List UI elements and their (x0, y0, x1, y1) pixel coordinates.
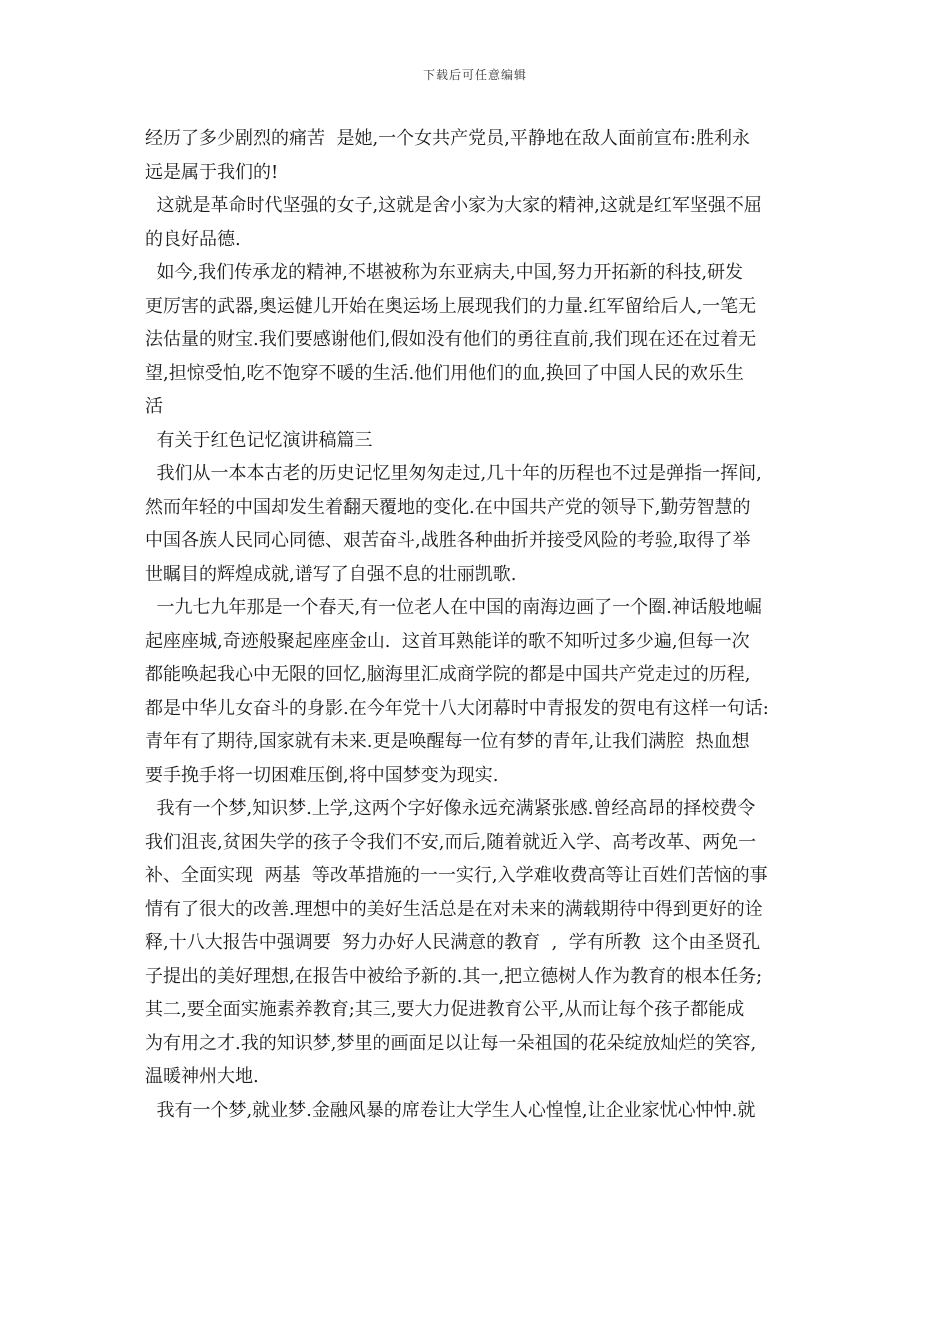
text-line: 世瞩目的辉煌成就,谱写了自强不息的壮丽凯歌. (145, 563, 517, 585)
text-line: 要手挽手将一切困难压倒,将中国梦变为现实. (145, 764, 499, 786)
text-line: 我们从一本本古老的历史记忆里匆匆走过,几十年的历程也不过是弹指一挥间, (145, 463, 762, 484)
text-line: 起座座城,奇迹般聚起座座金山. 这首耳熟能详的歌不知听过多少遍,但每一次 (145, 630, 750, 652)
page-header: 下载后可任意编辑 (422, 68, 527, 82)
text-line: 然而年轻的中国却发生着翻天覆地的变化.在中国共产党的领导下,勤劳智慧的 (145, 496, 751, 518)
text-line: 我有一个梦,知识梦.上学,这两个字好像永远充满紧张感.曾经高昂的择校费令 (145, 798, 756, 819)
text-line: 子提出的美好理想,在报告中被给予新的.其一,把立德树人作为教育的根本任务; (145, 965, 763, 987)
text-line: 如今,我们传承龙的精神,不堪被称为东亚病夫,中国,努力开拓新的科技,研发 (145, 262, 744, 283)
text-line: 这就是革命时代坚强的女子,这就是舍小家为大家的精神,这就是红军坚强不屈 (145, 195, 762, 216)
text-line: 法估量的财宝.我们要感谢他们,假如没有他们的勇往直前,我们现在还在过着无 (145, 329, 757, 350)
text-line: 其二,要全面实施素养教育;其三,要大力促进教育公平,从而让每个孩子都能成 (145, 999, 745, 1020)
text-line: 温暖神州大地. (145, 1066, 259, 1087)
document-body (145, 122, 815, 1127)
text-line: 为有用之才.我的知识梦,梦里的画面足以让每一朵祖国的花朵绽放灿烂的笑容, (145, 1032, 757, 1054)
text-line: 都能唤起我心中无限的回忆,脑海里汇成商学院的都是中国共产党走过的历程, (145, 664, 751, 685)
text-line: 更厉害的武器,奥运健儿开始在奥运场上展现我们的力量.红军留给后人,一笔无 (145, 295, 757, 317)
text-line: 远是属于我们的! (145, 161, 279, 183)
text-line: 一九七九年那是一个春天,有一位老人在中国的南海边画了一个圈.神话般地崛 (145, 597, 762, 618)
text-line: 活 (145, 396, 163, 417)
text-line: 的良好品德. (145, 228, 241, 250)
text-line: 望,担惊受怕,吃不饱穿不暖的生活.他们用他们的血,换回了中国人民的欢乐生 (145, 362, 744, 384)
text-line: 经历了多少剧烈的痛苦 是她,一个女共产党员,平静地在敌人面前宣布:胜利永 (145, 128, 750, 149)
text-line: 青年有了期待,国家就有未来.更是唤醒每一位有梦的青年,让我们满腔 热血想 (145, 731, 750, 752)
text-line: 释,十八大报告中强调要 努力办好人民满意的教育 , 学有所教 这个由圣贤孔 (145, 932, 761, 953)
text-line: 都是中华儿女奋斗的身影.在今年党十八大闭幕时中青报发的贺电有这样一句话: (145, 697, 769, 719)
text-line: 我们沮丧,贫困失学的孩子令我们不安,而后,随着就近入学、高考改革、两免一 (145, 831, 757, 853)
text-line: 情有了很大的改善.理想中的美好生活总是在对未来的满载期待中得到更好的诠 (145, 898, 763, 920)
text-line: 我有一个梦,就业梦.金融风暴的席卷让大学生人心惶惶,让企业家忧心忡忡.就 (145, 1099, 756, 1121)
text-line: 中国各族人民同心同德、艰苦奋斗,战胜各种曲折并接受风险的考验,取得了举 (145, 530, 751, 551)
text-line: 补、全面实现 两基 等改革措施的一一实行,入学难收费高等让百姓们苦恼的事 (145, 865, 768, 886)
section-heading: 有关于红色记忆演讲稿篇三 (145, 429, 373, 451)
